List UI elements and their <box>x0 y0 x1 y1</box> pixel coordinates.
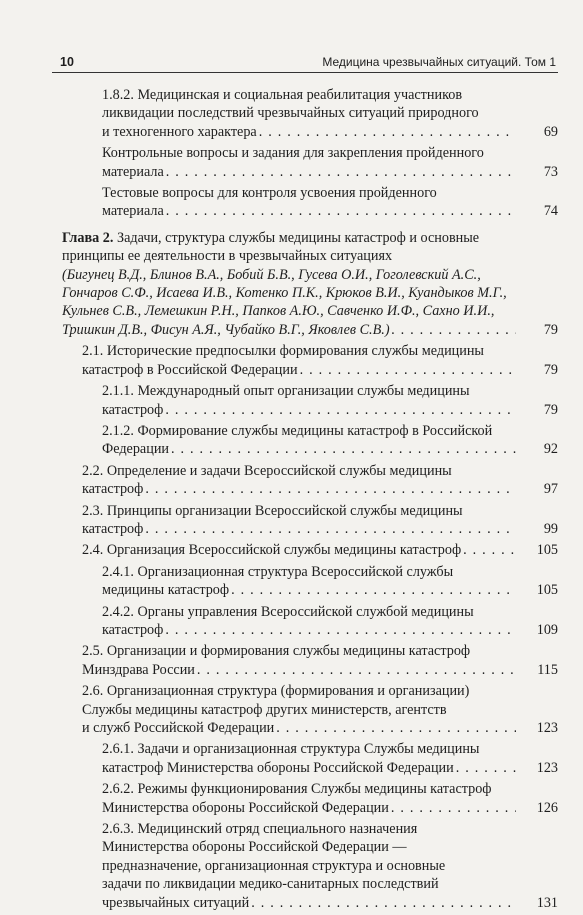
toc-entry-line <box>62 229 558 247</box>
toc-entry-text: 1.8.2. Медицинская и социальная реабилитация участников <box>102 87 463 103</box>
toc-page-number: 92 <box>543 441 558 458</box>
toc-entry <box>52 422 558 459</box>
toc-entry-text: 2.3. Принципы организации Всероссийской службы медицины <box>82 502 463 519</box>
toc-entry-text: 2.2. Определение и задачи Всероссийской службы медицины <box>82 462 452 479</box>
toc-entry-text: Тестовые вопросы для контроля усвоения пройденного <box>102 185 437 202</box>
toc-entry-line <box>82 541 558 559</box>
leader-dots <box>165 401 516 419</box>
toc-entry-line <box>102 422 558 440</box>
toc-entry-text: предназначение, организационная структура и основные <box>102 857 446 874</box>
toc-entry <box>52 780 558 817</box>
toc-entry-text: Министерства обороны Российской Федерации <box>102 799 389 816</box>
toc-entry-line <box>102 581 558 599</box>
book-title: Медицина чрезвычайных ситуаций. Том 1 <box>322 55 556 69</box>
leader-dots <box>463 541 516 559</box>
toc-entry <box>52 86 558 141</box>
leader-dots <box>251 894 516 912</box>
toc-entry <box>52 144 558 181</box>
toc-page-number: 79 <box>543 361 558 378</box>
toc-page-number: 73 <box>543 163 558 180</box>
toc-entry-text: 2.6. Организационная структура (формирования и организации) <box>82 683 470 700</box>
toc-chapter-entry <box>52 229 558 339</box>
toc-entry-text: 2.6.3. Медицинский отряд специального назначения <box>102 821 418 838</box>
toc-page-number: 97 <box>543 481 558 498</box>
toc-entry <box>52 382 558 419</box>
leader-dots <box>391 799 516 817</box>
toc-entry <box>52 502 558 539</box>
toc-page-number: 79 <box>543 401 558 418</box>
leader-dots <box>145 480 516 498</box>
toc-entry-text: катастроф в Российской Федерации <box>82 361 298 378</box>
toc-entry-line <box>102 780 558 798</box>
leader-dots <box>165 621 516 639</box>
toc-entry-text: Службы медицины катастроф других министерств, агентств <box>82 701 447 718</box>
chapter-label: Глава 2. <box>62 229 114 246</box>
toc-entry-text: (Бигунец В.Д., Блинов В.А., Бобий Б.В., Гусева О.И., Гоголевский А.С., <box>62 266 481 283</box>
leader-dots <box>300 361 516 379</box>
toc-entry-text: Контрольные вопросы и задания для закрепления пройденного <box>102 145 484 162</box>
toc-entry-text: 2.4. Организация Всероссийской службы медицины катастроф <box>82 542 462 559</box>
toc-entry-line <box>102 401 558 419</box>
toc-entry-line <box>102 563 558 581</box>
toc-entry-line <box>82 462 558 480</box>
toc-entry-text: 2.6.2. Режимы функционирования Службы медицины катастроф <box>102 781 492 798</box>
toc-entry-text: 2.6.1. Задачи и организационная структура Службы медицины <box>102 741 480 758</box>
page-number: 10 <box>60 55 74 69</box>
toc-entry-line <box>82 661 558 679</box>
toc-entry <box>52 541 558 559</box>
toc-entry-line <box>102 857 558 875</box>
toc-page-number: 123 <box>536 720 558 736</box>
leader-dots <box>166 163 516 181</box>
toc-entry <box>52 642 558 679</box>
toc-entry <box>52 820 558 912</box>
toc-entry-line <box>102 163 558 181</box>
toc-entry-text: Федерации <box>102 441 170 458</box>
toc-page-number: 126 <box>536 799 558 816</box>
toc-entry-text: 2.1.1. Международный опыт организации службы медицины <box>102 383 470 400</box>
toc-page-number: 99 <box>543 520 558 537</box>
toc-entry-line <box>102 104 558 122</box>
toc-entry <box>52 342 558 379</box>
toc-entry <box>52 184 558 221</box>
toc-entry-text: чрезвычайных ситуаций <box>102 894 250 911</box>
toc-entry-text: катастроф Министерства обороны Российской Федерации <box>102 759 454 776</box>
toc-entry-line <box>102 603 558 621</box>
toc-entry-line <box>62 284 558 302</box>
toc-entry-line <box>82 719 558 737</box>
toc-entry-text: Минздрава России <box>82 661 195 678</box>
toc-page-number: 105 <box>536 582 558 599</box>
toc-entry-line <box>102 382 558 400</box>
toc-entry-line <box>102 202 558 220</box>
toc-page-number: 109 <box>536 621 558 638</box>
toc-entry-text: катастроф <box>82 520 144 537</box>
toc-entry-line <box>62 302 558 320</box>
toc-entry-line <box>102 123 558 141</box>
toc-entry-line <box>62 247 558 265</box>
running-header <box>52 50 558 73</box>
leader-dots <box>145 520 516 538</box>
toc-entry-text: медицины катастроф <box>102 582 230 599</box>
toc-entry-text: и служб Российской Федерации <box>82 720 275 736</box>
toc-page-number: 105 <box>536 542 558 559</box>
toc-entry <box>52 682 558 737</box>
toc-page-number: 131 <box>536 894 558 911</box>
toc-entry-text: задачи по ликвидации медико-санитарных последствий <box>102 876 439 893</box>
leader-dots <box>276 719 516 737</box>
toc-entry-line <box>102 894 558 912</box>
toc-entry-text: 2.1. Исторические предпосылки формирования службы медицины <box>82 343 484 360</box>
toc-entry-line <box>102 184 558 202</box>
toc-entry <box>52 740 558 777</box>
toc-entry-line <box>82 520 558 538</box>
toc-entry-line <box>102 621 558 639</box>
toc-entry <box>52 462 558 499</box>
toc-entry-line <box>102 799 558 817</box>
table-of-contents <box>52 86 558 915</box>
toc-entry-line <box>102 820 558 838</box>
leader-dots <box>231 581 516 599</box>
toc-entry-text: ликвидации последствий чрезвычайных ситуаций природного <box>102 105 479 122</box>
leader-dots <box>171 440 516 458</box>
toc-entry-text: 2.4.2. Органы управления Всероссийской службой медицины <box>102 603 474 620</box>
toc-entry-text: и техногенного характера <box>102 123 257 140</box>
toc-entry-text: материала <box>102 163 164 180</box>
toc-entry-line <box>62 266 558 284</box>
toc-entry-line <box>82 361 558 379</box>
toc-entry-line <box>82 642 558 660</box>
toc-entry-text: катастроф <box>102 621 164 638</box>
toc-entry-text: Тришкин Д.В., Фисун А.Я., Чубайко В.Г., Яковлев С.В.) <box>62 321 390 338</box>
leader-dots <box>197 661 516 679</box>
leader-dots <box>392 321 516 339</box>
leader-dots <box>456 759 516 777</box>
toc-entry-line <box>82 682 558 700</box>
toc-entry-text: 2.1.2. Формирование службы медицины катастроф в Российской <box>102 422 493 439</box>
toc-entry-text: Министерства обороны Российской Федерации — <box>102 839 407 856</box>
toc-page-number: 79 <box>543 321 558 338</box>
toc-entry-text: катастроф <box>82 481 144 498</box>
toc-entry-line <box>82 342 558 360</box>
toc-entry-line <box>102 838 558 856</box>
leader-dots <box>259 123 516 141</box>
toc-entry-text: 2.4.1. Организационная структура Всероссийской службы <box>102 563 454 580</box>
toc-entry-text: Кульнев С.В., Лемешкин Р.Н., Папков А.Ю., Савченко И.Ф., Сахно И.И., <box>62 303 495 320</box>
toc-page-number: 74 <box>543 203 558 220</box>
toc-entry-line <box>102 144 558 162</box>
toc-entry-text: материала <box>102 203 164 220</box>
leader-dots <box>166 202 516 220</box>
toc-entry-text: катастроф <box>102 401 164 418</box>
toc-entry-line <box>102 86 558 104</box>
toc-entry-line <box>102 875 558 893</box>
toc-entry-line <box>82 502 558 520</box>
toc-entry-line <box>62 321 558 339</box>
toc-entry-line <box>102 440 558 458</box>
toc-entry-line <box>82 701 558 719</box>
toc-entry-text: принципы ее деятельности в чрезвычайных ситуациях <box>62 248 393 265</box>
toc-entry-text: 2.5. Организации и формирования службы медицины катастроф <box>82 643 471 660</box>
toc-page-number: 69 <box>543 123 558 140</box>
toc-entry-text: Гончаров С.Ф., Исаева И.В., Котенко П.К., Крюков В.И., Куандыков М.Г., <box>62 285 507 302</box>
toc-page-number: 115 <box>537 661 558 678</box>
toc-entry-line <box>102 759 558 777</box>
toc-entry-text: Задачи, структура службы медицины катастроф и основные <box>113 229 480 246</box>
toc-entry-line <box>102 740 558 758</box>
toc-entry-line <box>82 480 558 498</box>
toc-page-number: 123 <box>536 759 558 776</box>
toc-entry <box>52 603 558 640</box>
toc-entry <box>52 563 558 600</box>
